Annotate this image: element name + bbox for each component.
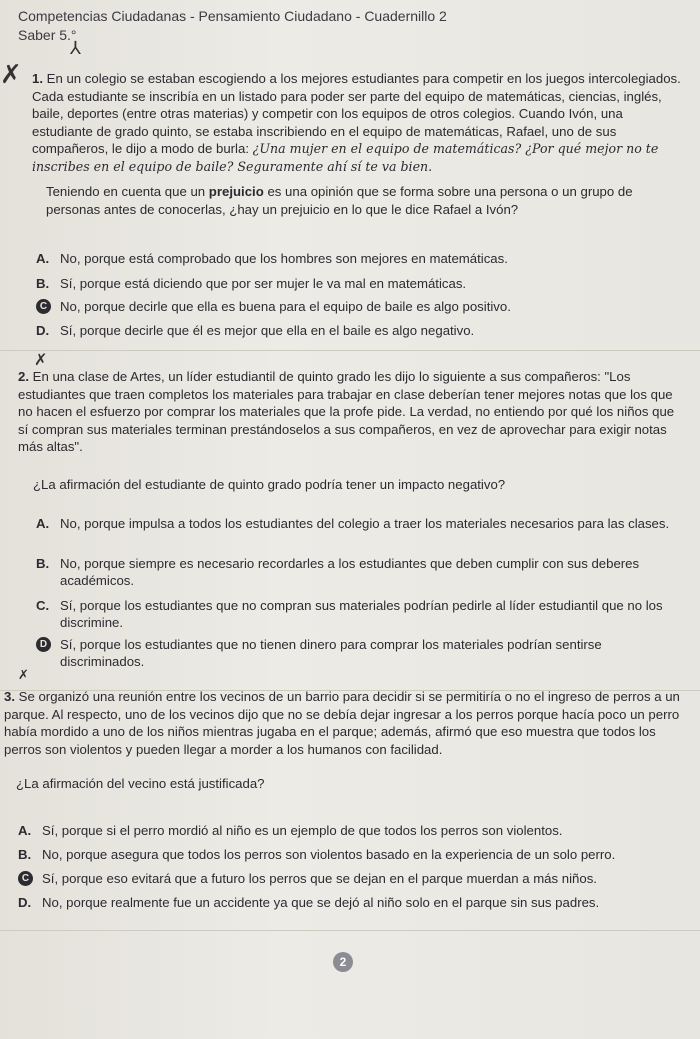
- question-1-quote: ¿Una mujer en el equipo de matemáticas? ¿Por qué mejor no te inscribes en el equipo de baile? Seguramente ahí sí te va bien.: [32, 141, 659, 174]
- option-text: No, porque siempre es necesario recordarles a los estudiantes que deben cumplir con sus deberes académicos.: [60, 556, 640, 588]
- question-3-option-d[interactable]: [18, 894, 682, 911]
- question-2-option-a[interactable]: [36, 515, 682, 532]
- question-1-option-b[interactable]: [36, 275, 682, 292]
- question-2: [18, 368, 682, 456]
- option-letter: A.: [36, 251, 50, 266]
- option-text: No, porque impulsa a todos los estudiantes del colegio a traer los materiales necesarios para las clases.: [60, 516, 670, 531]
- question-1-option-d[interactable]: [36, 322, 682, 339]
- divider: [0, 930, 700, 931]
- option-text: No, porque asegura que todos los perros son violentos basado en la experiencia de un solo perro.: [42, 847, 616, 862]
- option-text: Sí, porque está diciendo que por ser mujer le va mal en matemáticas.: [60, 276, 467, 291]
- handwritten-pencil-mark: ⅄: [70, 38, 81, 59]
- handwritten-x-mark: ✗: [18, 668, 29, 683]
- question-1-text: En un colegio se estaban escogiendo a los mejores estudiantes para competir en los juegos intercolegiados. Cada estudiante se inscribía en un listado para poder ser parte del equipo de matemáticas, ciencias, inglés, baile, deportes (entre otras materias) y competir con los equipos de otros colegios. Cuando Ivón, una estudiante de grado quinto, se estaba inscribiendo en el equipo de matemáticas, Rafael, uno de sus compañeros, le dijo a modo de burla:: [32, 71, 681, 156]
- question-1: [32, 70, 682, 175]
- question-3-number: 3.: [4, 689, 15, 704]
- option-letter: D.: [36, 323, 50, 338]
- question-3: [4, 688, 682, 758]
- question-3-option-a[interactable]: [18, 822, 682, 839]
- filled-answer-bubble: C: [36, 299, 51, 314]
- context-text-end: es una opinión que se forma sobre una persona o un grupo de personas antes de conocerlas, ¿hay un prejuicio en lo que le dice Rafael a Ivón?: [46, 184, 633, 217]
- question-1-option-a[interactable]: [36, 250, 682, 267]
- option-text: No, porque decirle que ella es buena para el equipo de baile es algo positivo.: [60, 299, 511, 314]
- option-text: No, porque realmente fue un accidente ya que se dejó al niño solo en el parque sin sus padres.: [42, 895, 600, 910]
- question-3-option-b[interactable]: [18, 846, 682, 863]
- option-letter: B.: [36, 276, 50, 291]
- option-text: Sí, porque los estudiantes que no compran sus materiales podrían pedirle al líder estudiantil que no los discrimine.: [60, 598, 663, 630]
- context-text-start: Teniendo en cuenta que un: [46, 184, 206, 199]
- question-2-option-b[interactable]: [36, 555, 682, 589]
- question-3-text: Se organizó una reunión entre los vecinos de un barrio para decidir si se permitiría o no el ingreso de perros a un parque. Al respecto, uno de los vecinos dijo que no se debía dejar ingresar a los perros porque hacía poco un perro había mordido a uno de los niños mientras jugaba en el parque; además, afirmó que eso muestra que todos los perros son violentos y pueden llegar a morder a los humanos con facilidad.: [4, 689, 680, 757]
- context-keyword: prejuicio: [208, 184, 264, 199]
- question-2-prompt: [33, 476, 682, 494]
- question-3-option-c[interactable]: [18, 870, 682, 887]
- option-text: Sí, porque si el perro mordió al niño es un ejemplo de que todos los perros son violentos.: [42, 823, 563, 838]
- page-number: 2: [333, 952, 353, 972]
- filled-answer-bubble: C: [18, 871, 33, 886]
- option-letter: D.: [18, 895, 32, 910]
- question-2-text: En una clase de Artes, un líder estudiantil de quinto grado les dijo lo siguiente a sus compañeros: "Los estudiantes que traen completos los materiales para trabajar en clase deberían tener mejores notas que los que no hacen el esfuerzo por comprar los materiales que la profe pide. La verdad, no entiendo por qué los niños que sí compran sus materiales terminan prestándoselos a sus compañeros, en vez de aprovechar para exigir notas más altas".: [18, 369, 675, 454]
- grade-label: Saber 5.°: [18, 27, 77, 43]
- divider: [0, 350, 700, 351]
- question-1-context: [46, 183, 682, 218]
- question-3-prompt: [16, 775, 682, 793]
- option-letter: B.: [18, 847, 32, 862]
- question-2-option-c[interactable]: [36, 597, 682, 631]
- option-text: Sí, porque eso evitará que a futuro los perros que se dejan en el parque muerdan a más niños.: [42, 871, 597, 886]
- option-text: Sí, porque decirle que él es mejor que ella en el baile es algo negativo.: [60, 323, 475, 338]
- option-letter: A.: [18, 823, 32, 838]
- option-letter: A.: [36, 516, 50, 531]
- option-letter: C.: [36, 598, 50, 613]
- question-1-option-c[interactable]: [36, 298, 682, 315]
- question-2-question: ¿La afirmación del estudiante de quinto grado podría tener un impacto negativo?: [33, 477, 506, 492]
- question-3-question: ¿La afirmación del vecino está justificada?: [16, 776, 265, 791]
- option-text: No, porque está comprobado que los hombres son mejores en matemáticas.: [60, 251, 508, 266]
- handwritten-x-mark: ✗: [34, 350, 48, 369]
- question-2-number: 2.: [18, 369, 29, 384]
- question-2-option-d[interactable]: [36, 636, 682, 670]
- filled-answer-bubble: D: [36, 637, 51, 652]
- option-text: Sí, porque los estudiantes que no tienen dinero para comprar los materiales podrían sentirse discriminados.: [60, 637, 602, 669]
- handwritten-x-mark: ✗: [0, 60, 22, 90]
- option-letter: B.: [36, 556, 50, 571]
- booklet-title: Competencias Ciudadanas - Pensamiento Ciudadano - Cuadernillo 2: [18, 8, 447, 24]
- question-1-number: 1.: [32, 71, 43, 86]
